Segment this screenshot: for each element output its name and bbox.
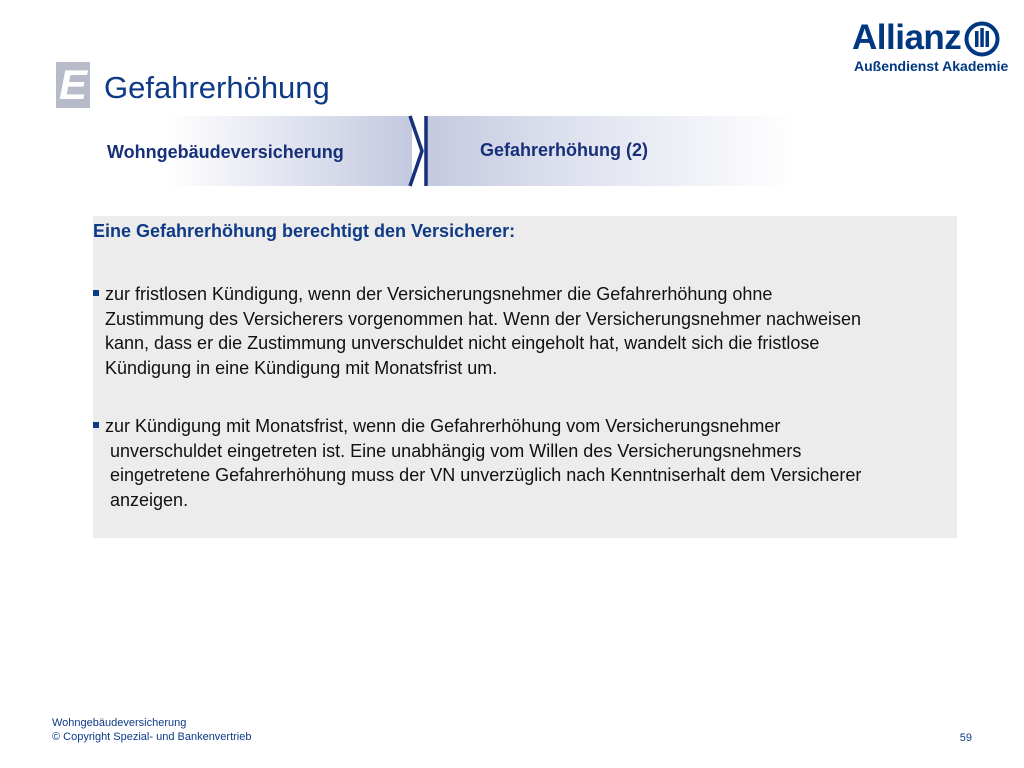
bullet-text: zur fristlosen Kündigung, wenn der Versicherungsnehmer die Gefahrerhöhung ohne — [105, 284, 773, 304]
section-letter: E — [58, 61, 87, 108]
content-heading: Eine Gefahrerhöhung berechtigt den Versicherer: — [93, 221, 516, 241]
footer — [52, 716, 252, 744]
breadcrumb-topic: Wohngebäudeversicherung — [107, 142, 344, 162]
page-number: 59 — [959, 732, 972, 744]
bullet-line — [93, 414, 953, 439]
bullet-line: Zustimmung des Versicherers vorgenommen hat. Wenn der Versicherungsnehmer nachweisen — [105, 308, 862, 329]
bullet-square-icon — [93, 290, 99, 296]
bullet-point — [93, 414, 953, 512]
bullet-line: kann, dass er die Zustimmung unverschuldet nicht eingeholt hat, wandelt sich die fristlose — [105, 333, 820, 353]
allianz-eagle-icon — [964, 21, 1000, 57]
chevron-separator-icon — [406, 114, 434, 188]
section-letter-badge — [56, 62, 90, 108]
allianz-logo — [852, 18, 1009, 80]
brand-name: Allianz — [852, 18, 962, 57]
bullet-line — [93, 282, 953, 307]
bullet-point — [93, 282, 953, 380]
footer-copyright: © Copyright Spezial- und Bankenvertrieb — [52, 731, 252, 743]
page-title: Gefahrerhöhung — [104, 70, 330, 105]
bullet-square-icon — [93, 422, 99, 428]
breadcrumb-subtopic: Gefahrerhöhung (2) — [480, 140, 649, 160]
footer-topic: Wohngebäudeversicherung — [52, 717, 187, 729]
bullet-line: unverschuldet eingetreten ist. Eine unabhängig vom Willen des Versicherungsnehmers — [110, 440, 802, 461]
brand-subtitle: Außendienst Akademie — [854, 58, 1009, 74]
bullet-line: anzeigen. — [110, 489, 189, 510]
bullet-line: Kündigung in eine Kündigung mit Monatsfrist um. — [105, 357, 498, 378]
bullet-line: eingetretene Gefahrerhöhung muss der VN unverzüglich nach Kenntniserhalt dem Versicherer — [110, 465, 862, 485]
bullet-text: zur Kündigung mit Monatsfrist, wenn die Gefahrerhöhung vom Versicherungsnehmer — [105, 416, 781, 436]
